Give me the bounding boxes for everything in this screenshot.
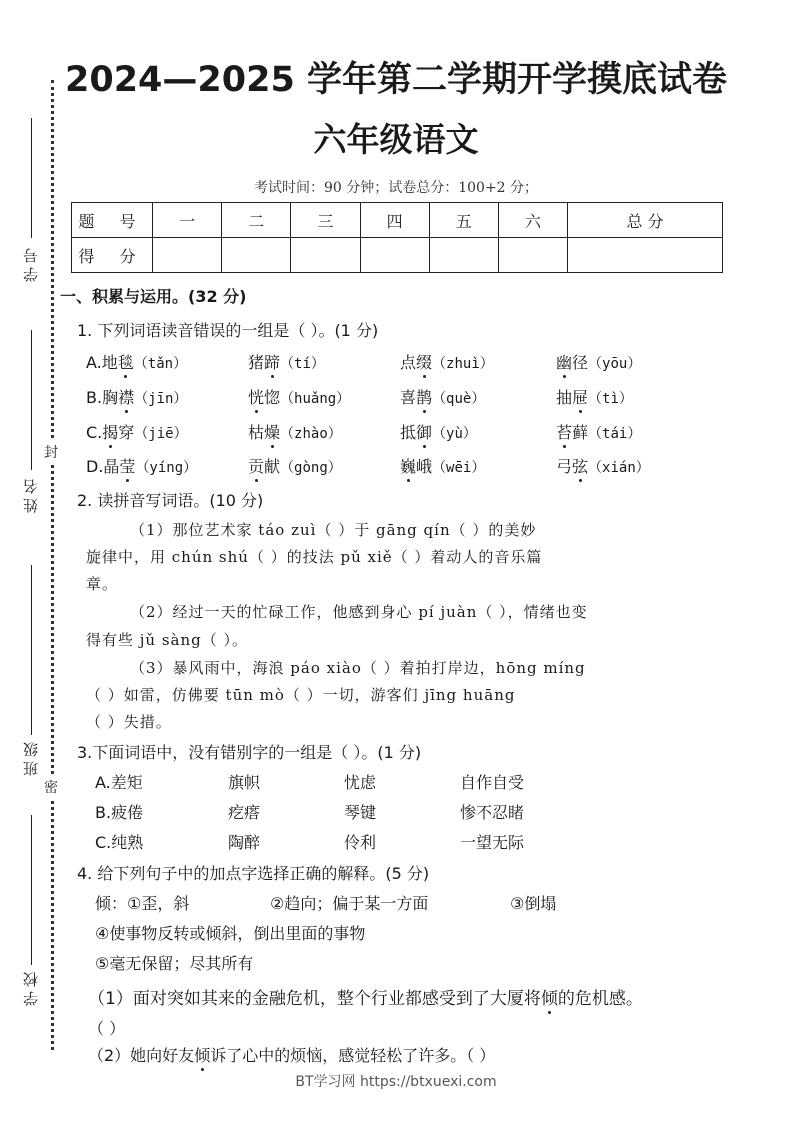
q1-word-text: D.晶	[86, 457, 120, 476]
q1-pinyin: （jīn）	[134, 391, 188, 407]
q3-option-b-3: 琴键	[344, 803, 377, 822]
score-input-3[interactable]	[291, 238, 360, 273]
class-underline	[31, 565, 32, 735]
q1-option-b-3	[400, 385, 485, 408]
score-input-4[interactable]	[360, 238, 429, 273]
q1-word-text: A.地	[86, 353, 118, 372]
score-table-score-row	[72, 238, 723, 273]
q1-word-text: 抽	[556, 388, 573, 407]
school-underline	[31, 815, 32, 965]
seal-mark-mi: 密	[44, 775, 58, 799]
q3-option-a-1: A.差矩	[95, 773, 143, 792]
q1-dotted-char: 襟	[118, 385, 134, 408]
class-label: 班级	[22, 738, 40, 776]
footer-watermark: BT学习网 https://btxuexi.com	[295, 1074, 497, 1090]
name-label: 姓名	[22, 475, 40, 513]
q1-word-text: 点	[400, 353, 417, 372]
q3-option-a-3: 忧虑	[344, 773, 377, 792]
seal-mark-feng: 封	[44, 440, 58, 464]
q4-s2-text-end: 诉了心中的烦恼，感觉轻松了许多。（ ）	[210, 1046, 496, 1065]
q2-line-3: 章。	[86, 575, 119, 593]
q1-dotted-char: 贡	[248, 454, 264, 477]
q2-prompt: 2. 读拼音写词语。(10 分)	[77, 491, 264, 510]
q1-word-text-end: 献	[264, 457, 281, 476]
q2-line-7: （ ）如雷，仿佛要 tūn mò（ ）一切，游客们 jīng huāng	[86, 686, 516, 704]
score-input-1[interactable]	[153, 238, 222, 273]
q1-pinyin: （zhuì）	[432, 356, 494, 372]
score-table	[71, 202, 723, 273]
q1-pinyin: （yíng）	[135, 460, 198, 476]
q1-pinyin: （què）	[432, 391, 486, 407]
q1-word-text: 喜	[400, 388, 417, 407]
q3-option-b-4: 惨不忍睹	[460, 803, 525, 822]
q1-option-d-4	[556, 454, 650, 477]
q1-pinyin: （tǎn）	[133, 356, 188, 372]
q1-pinyin: （jiē）	[134, 426, 188, 442]
q1-dotted-char: 御	[416, 420, 432, 443]
q1-option-c-4	[556, 420, 641, 443]
q1-dotted-char: 巍	[400, 454, 416, 477]
q1-option-d-1	[86, 454, 197, 477]
q3-option-b-1: B.疲倦	[95, 803, 144, 822]
q1-option-a-3	[400, 350, 494, 373]
q1-option-d-3	[400, 454, 485, 477]
q1-word-text: C.	[86, 423, 103, 442]
school-label: 学校	[22, 968, 40, 1006]
q4-def-1: 倾：①歪，斜	[95, 894, 190, 913]
q1-dotted-char: 幽	[556, 350, 572, 373]
binding-dotted-line	[51, 80, 54, 1050]
q1-option-c-3	[400, 420, 477, 443]
q2-line-1: （1）那位艺术家 táo zuì（ ）于 gāng qín（ ）的美妙	[130, 521, 537, 539]
q1-dotted-char: 缀	[416, 350, 432, 373]
q1-pinyin: （gòng）	[280, 460, 342, 476]
q1-pinyin: （tí）	[280, 356, 325, 372]
q4-sentence-1	[88, 984, 643, 1009]
q1-dotted-char: 揭	[102, 420, 118, 443]
q3-option-a-4: 自作自受	[460, 773, 525, 792]
q4-def-2: ②趋向；偏于某一方面	[270, 894, 429, 913]
q1-word-text-end: 径	[572, 353, 589, 372]
q1-dotted-char: 蹄	[264, 350, 280, 373]
q3-option-c-3: 伶利	[344, 833, 377, 852]
q4-s1-text-end: 的危机感。	[557, 989, 643, 1009]
score-cell-2: 二	[222, 203, 291, 238]
q4-s2-text: （2）她向好友	[88, 1046, 195, 1065]
q1-option-a-2	[248, 350, 325, 373]
q1-dotted-char: 毯	[118, 350, 134, 373]
q4-s1-dotted-char: 倾	[541, 984, 558, 1009]
q1-word-text: 弓	[556, 457, 573, 476]
q1-word-text: 猪	[248, 353, 265, 372]
q2-line-2: 旋律中，用 chún shú（ ）的技法 pǔ xiě（ ）着动人的音乐篇	[86, 548, 543, 566]
score-cell-5: 五	[429, 203, 498, 238]
q1-dotted-char: 屉	[572, 385, 588, 408]
q1-option-c-1	[86, 420, 188, 443]
score-cell-total: 总 分	[568, 203, 723, 238]
q3-option-c-2: 陶醉	[228, 833, 261, 852]
q3-option-c-1: C.纯熟	[95, 833, 144, 852]
q1-word-text: 抵	[400, 423, 417, 442]
q1-option-d-2	[248, 454, 342, 477]
q1-dotted-char: 苔	[556, 420, 572, 443]
q4-def-5: ⑤毫无保留；尽其所有	[95, 954, 254, 973]
q4-def-4: ④使事物反转或倾斜，倒出里面的事物	[95, 924, 366, 943]
exam-title: 2024—2025 学年第二学期开学摸底试卷	[64, 60, 727, 100]
q1-option-a-4	[556, 350, 641, 373]
exam-subtitle: 六年级语文	[313, 120, 479, 159]
q1-option-b-1	[86, 385, 187, 408]
score-table-header-row	[72, 203, 723, 238]
q1-pinyin: （yù）	[432, 426, 477, 442]
q1-dotted-char: 燥	[264, 420, 280, 443]
q4-prompt: 4. 给下列句子中的加点字选择正确的解释。(5 分)	[77, 864, 430, 883]
q2-line-4: （2）经过一天的忙碌工作，他感到身心 pí juàn（ ），情绪也变	[130, 603, 588, 621]
q1-word-text-end: 穿	[118, 423, 135, 442]
q1-pinyin: （wēi）	[432, 460, 486, 476]
q1-dotted-char: 弦	[572, 454, 588, 477]
q1-dotted-char: 莹	[119, 454, 135, 477]
q1-option-b-2	[248, 385, 350, 408]
score-cell-1: 一	[153, 203, 222, 238]
score-cell-label: 题 号	[72, 203, 153, 238]
q1-prompt: 1. 下列词语读音错误的一组是（ ）。(1 分)	[77, 321, 379, 340]
score-row-label: 得 分	[72, 238, 153, 273]
q1-option-c-2	[248, 420, 342, 443]
q1-dotted-char: 恍	[248, 385, 264, 408]
q1-option-a-1	[86, 350, 187, 373]
q4-sentence-2	[88, 1043, 495, 1066]
q2-line-6: （3）暴风雨中，海浪 páo xiào（ ）着拍打岸边，hōng míng	[130, 659, 586, 677]
q1-pinyin: （tái）	[588, 426, 642, 442]
score-cell-3: 三	[291, 203, 360, 238]
q4-s2-dotted-char: 倾	[194, 1043, 210, 1066]
score-cell-4: 四	[360, 203, 429, 238]
q1-pinyin: （huǎng）	[280, 391, 351, 407]
q4-s1-answer-blank[interactable]: （ ）	[88, 1019, 126, 1038]
q1-pinyin: （yōu）	[588, 356, 642, 372]
q3-option-b-2: 疙瘩	[228, 803, 261, 822]
score-cell-6: 六	[498, 203, 567, 238]
q3-option-c-4: 一望无际	[460, 833, 525, 852]
q1-pinyin: （zhào）	[280, 426, 342, 442]
q4-s1-text: （1）面对突如其来的金融危机，整个行业都感受到了大厦将	[88, 989, 541, 1009]
q1-pinyin: （tì）	[588, 391, 633, 407]
q2-line-8: （ ）失措。	[86, 713, 172, 731]
section-heading: 一、积累与运用。(32 分)	[60, 287, 247, 306]
q4-def-3: ③倒塌	[510, 894, 557, 913]
q1-pinyin: （xián）	[588, 460, 650, 476]
q1-word-text: B.胸	[86, 388, 119, 407]
score-input-5[interactable]	[429, 238, 498, 273]
q1-word-text-end: 惚	[264, 388, 281, 407]
score-input-total[interactable]	[568, 238, 723, 273]
q1-dotted-char: 鹊	[416, 385, 432, 408]
q1-option-b-4	[556, 385, 633, 408]
q2-line-5: 得有些 jǔ sàng（ ）。	[86, 631, 249, 649]
q1-word-text-end: 藓	[572, 423, 589, 442]
score-input-2[interactable]	[222, 238, 291, 273]
q1-word-text-end: 峨	[416, 457, 433, 476]
score-input-6[interactable]	[498, 238, 567, 273]
student-id-label: 学号	[22, 244, 40, 282]
name-underline	[31, 330, 32, 470]
q1-word-text: 枯	[248, 423, 265, 442]
q3-option-a-2: 旗帜	[228, 773, 261, 792]
q3-prompt: 3.下面词语中，没有错别字的一组是（ ）。(1 分)	[77, 743, 422, 762]
exam-info: 考试时间：90 分钟；试卷总分：100+2 分；	[253, 180, 539, 196]
